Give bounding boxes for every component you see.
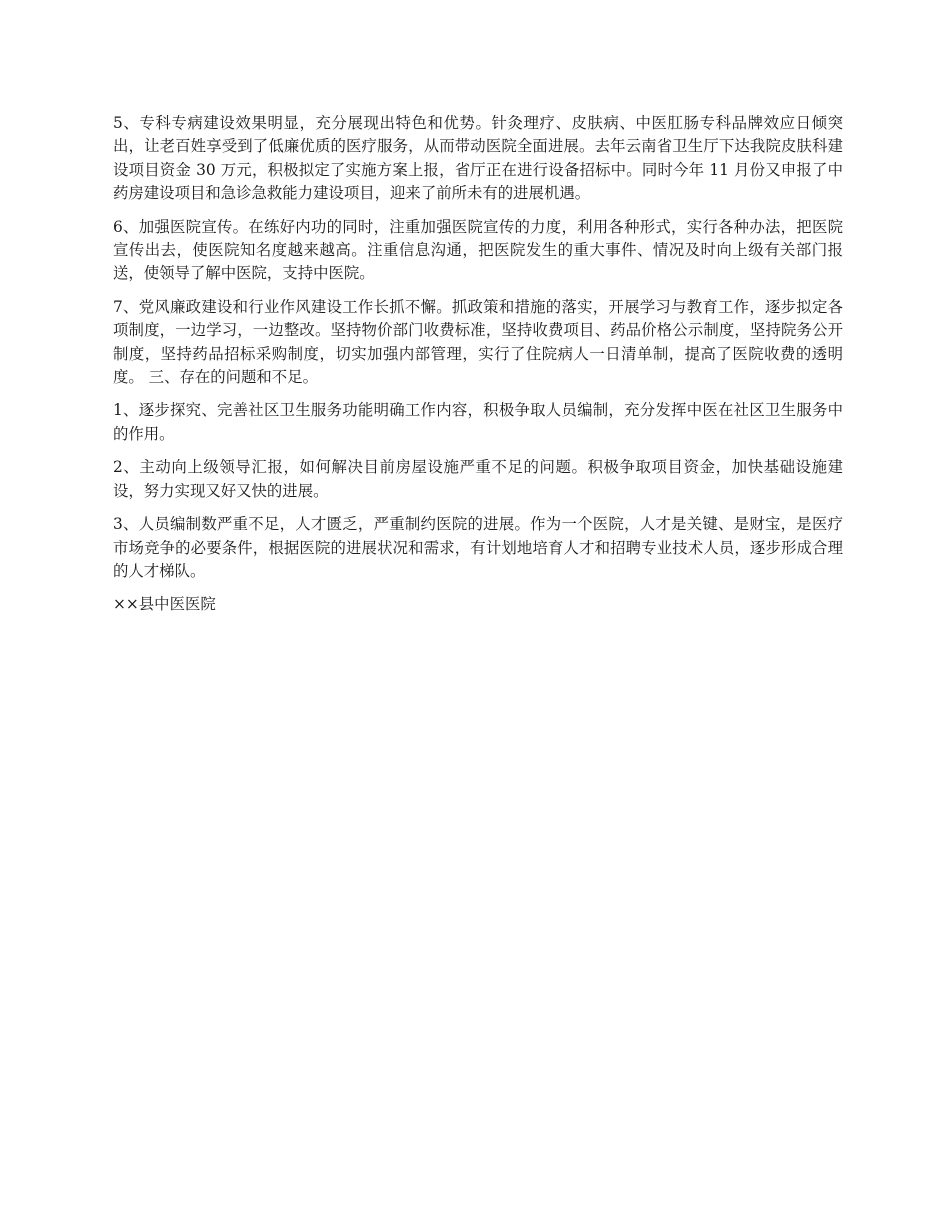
paragraph-community-health: 1、逐步探究、完善社区卫生服务功能明确工作内容，积极争取人员编制，充分发挥中医在社区卫生服务中的作用。: [113, 401, 843, 443]
paragraph-hospital-publicity: 6、加强医院宣传。在练好内功的同时，注重加强医院宣传的力度，利用各种形式，实行各种办法，把医院宣传出去，使医院知名度越来越高。注重信息沟通，把医院发生的重大事件、情况及时向上级有关部门报送，使领导了解中医院，支持中医院。: [113, 217, 843, 283]
signature-hospital-name: ××县中医医院: [113, 595, 216, 614]
document-page: [113, 112, 843, 617]
paragraph-integrity-building: 7、党风廉政建设和行业作风建设工作长抓不懈。抓政策和措施的落实，开展学习与教育工作，逐步拟定各项制度，一边学习，一边整改。坚持物价部门收费标准，坚持收费项目、药品价格公示制度，坚持院务公开制度，坚持药品招标采购制度，切实加强内部管理，实行了住院病人一日清单制，提高了医院收费的透明度。 三、存在的问题和不足。: [113, 297, 843, 387]
paragraph-specialty-development: 5、专科专病建设效果明显，充分展现出特色和优势。针灸理疗、皮肤病、中医肛肠专科品牌效应日倾突出，让老百姓享受到了低廉优质的医疗服务，从而带动医院全面进展。去年云南省卫生厅下达我院皮肤科建设项目资金 30 万元，积极拟定了实施方案上报，省厅正在进行设备招标中。同时今年 11 月份又申报了中药房建设项目和急诊急救能力建设项目，迎来了前所未有的进展机遇。: [113, 114, 843, 203]
paragraph-staffing: 3、人员编制数严重不足，人才匮乏，严重制约医院的进展。作为一个医院，人才是关键、是财宝，是医疗市场竞争的必要条件，根据医院的进展状况和需求，有计划地培育人才和招聘专业技术人员，逐步形成合理的人才梯队。: [113, 515, 843, 580]
paragraph-infrastructure: 2、主动向上级领导汇报，如何解决目前房屋设施严重不足的问题。积极争取项目资金，加快基础设施建设，努力实现又好又快的进展。: [113, 458, 843, 500]
